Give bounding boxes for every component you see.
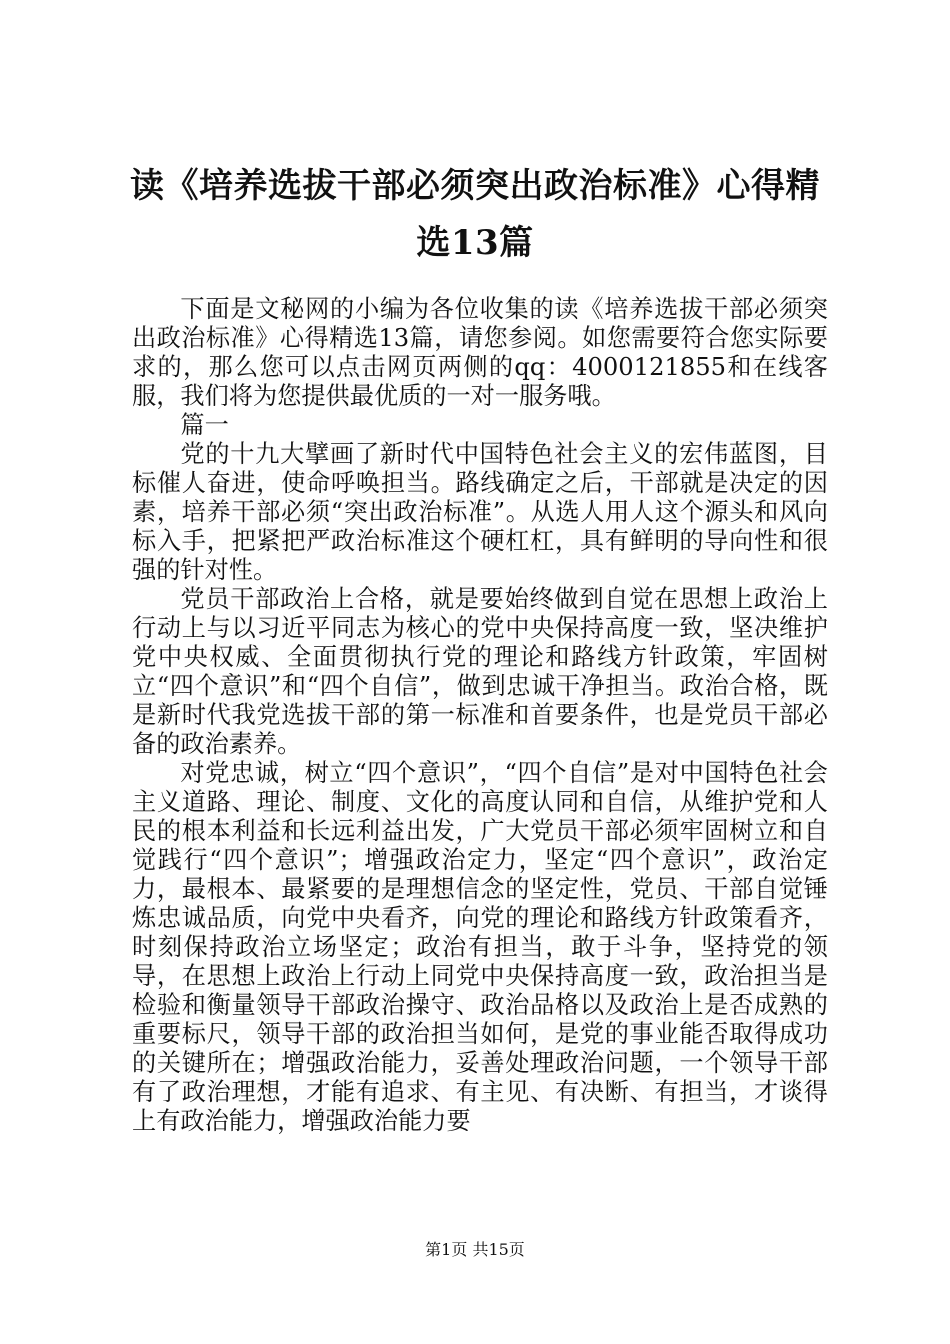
body-paragraph: 党员干部政治上合格，就是要始终做到自觉在思想上政治上行动上与以习近平同志为核心的党中央保持高度一致，坚决维护党中央权威、全面贯彻执行党的理论和路线方针政策，牢固树立“四个意识”和“四个自信”，做到忠诚干净担当。政治合格，既是新时代我党选拔干部的第一标准和首要条件，也是党员干部必备的政治素养。 (132, 585, 828, 758)
intro-paragraph: 下面是文秘网的小编为各位收集的读《培养选拔干部必须突出政治标准》心得精选13篇，请您参阅。如您需要符合您实际要求的，那么您可以点击网页两侧的qq：4000121855和在线客服，我们将为您提供最优质的一对一服务哦。 (132, 295, 828, 410)
body-paragraph: 对党忠诚，树立“四个意识”，“四个自信”是对中国特色社会主义道路、理论、制度、文化的高度认同和自信，从维护党和人民的根本利益和长远利益出发，广大党员干部必须牢固树立和自觉践行“四个意识”；增强政治定力，坚定“四个意识”，政治定力，最根本、最紧要的是理想信念的坚定性，党员、干部自觉锤炼忠诚品质，向党中央看齐，向党的理论和路线方针政策看齐，时刻保持政治立场坚定；政治有担当，敢于斗争，坚持党的领导，在思想上政治上行动上同党中央保持高度一致，政治担当是检验和衡量领导干部政治操守、政治品格以及政治上是否成熟的重要标尺，领导干部的政治担当如何，是党的事业能否取得成功的关键所在；增强政治能力，妥善处理政治问题，一个领导干部有了政治理想，才能有追求、有主见、有决断、有担当，才谈得上有政治能力，增强政治能力要 (132, 759, 828, 1135)
document-title: 读《培养选拔干部必须突出政治标准》心得精选13篇 (130, 166, 820, 263)
document-body (132, 295, 828, 1136)
page-number-footer: 第1页 共15页 (425, 1240, 525, 1259)
section-heading: 篇一 (180, 411, 229, 439)
body-paragraph: 党的十九大擘画了新时代中国特色社会主义的宏伟蓝图，目标催人奋进，使命呼唤担当。路线确定之后，干部就是决定的因素，培养干部必须“突出政治标准”。从选人用人这个源头和风向标入手，把紧把严政治标准这个硬杠杠，具有鲜明的导向性和很强的针对性。 (132, 440, 828, 584)
